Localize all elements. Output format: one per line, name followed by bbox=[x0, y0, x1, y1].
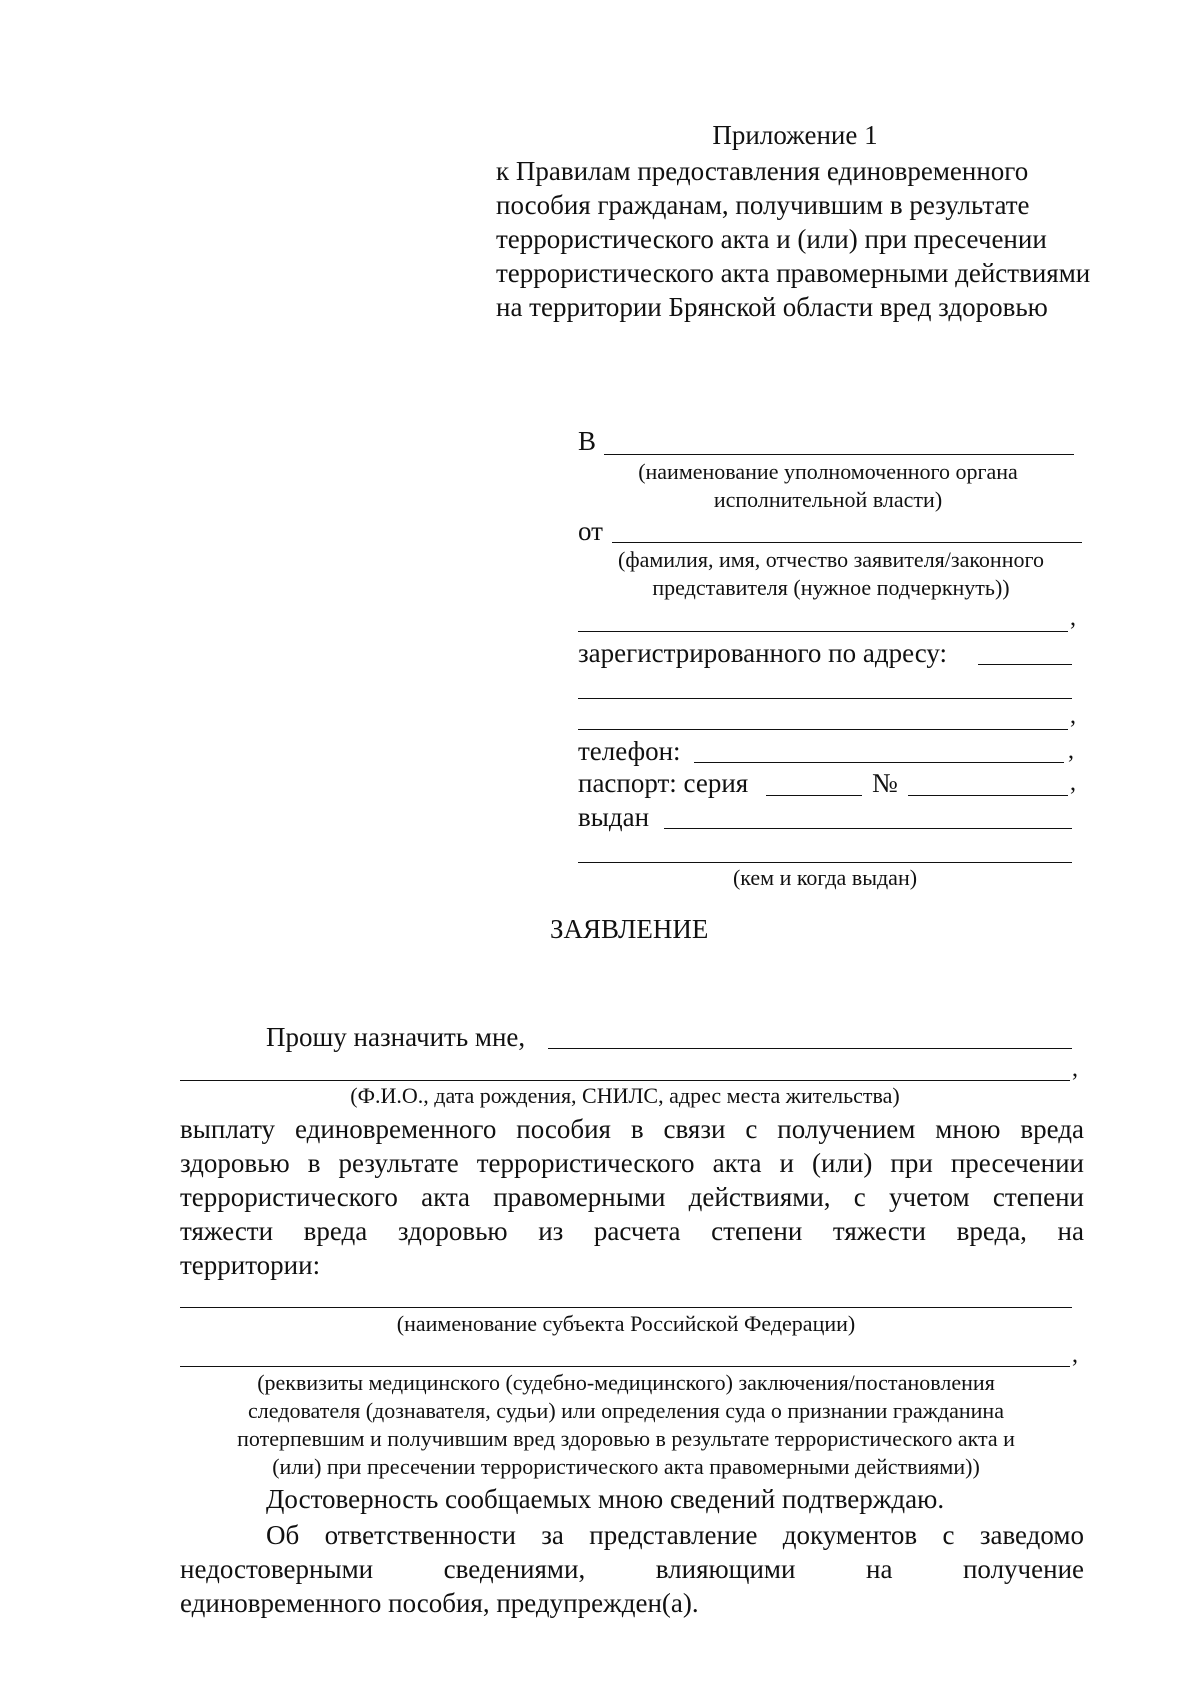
details-hint-3: потерпевшим и получившим вред здоровью в результате террористического акта и bbox=[237, 1426, 1015, 1451]
request-field-line-2[interactable] bbox=[180, 1080, 1070, 1081]
subject-hint: (наименование субъекта Российской Федерации) bbox=[396, 1311, 856, 1336]
phone-label: телефон: bbox=[578, 736, 681, 766]
to-field-line[interactable] bbox=[604, 454, 1074, 455]
liability-line-3: единовременного пособия, предупрежден(а). bbox=[180, 1588, 699, 1618]
body-line-2: здоровью в результате террористического акта и (или) при пресечении bbox=[180, 1148, 1084, 1178]
body-line-4: тяжести вреда здоровью из расчета степени тяжести вреда, на bbox=[180, 1216, 1084, 1246]
confirm-text: Достоверность сообщаемых мною сведений подтверждаю. bbox=[266, 1484, 945, 1514]
address-field-line-2[interactable] bbox=[578, 698, 1072, 699]
body-last: территории: bbox=[180, 1250, 321, 1280]
address-field-line-3[interactable] bbox=[578, 729, 1068, 730]
details-hint-1: (реквизиты медицинского (судебно-медицинского) заключения/постановления bbox=[257, 1370, 995, 1395]
liability-line-1: Об ответственности за представление документов с заведомо bbox=[266, 1520, 1084, 1550]
from-field-line-2[interactable] bbox=[578, 631, 1068, 632]
request-field-line-1[interactable] bbox=[548, 1048, 1072, 1049]
from-hint-1: (фамилия, имя, отчество заявителя/законного bbox=[618, 547, 1044, 572]
issued-field-line-2[interactable] bbox=[578, 862, 1072, 863]
details-hint-4: (или) при пресечении террористического акта правомерными действиями)) bbox=[272, 1454, 980, 1479]
from-hint-2: представителя (нужное подчеркнуть)) bbox=[652, 575, 1010, 600]
to-prefix: В bbox=[578, 426, 597, 456]
issued-field-line-1[interactable] bbox=[664, 828, 1072, 829]
appendix-line-2: пособия гражданам, получившим в результате bbox=[496, 190, 1030, 220]
body-line-3: террористического акта правомерными действиями, с учетом степени bbox=[180, 1182, 1084, 1212]
address-label: зарегистрированного по адресу: bbox=[578, 638, 947, 668]
issued-label: выдан bbox=[578, 802, 650, 832]
statement-title: ЗАЯВЛЕНИЕ bbox=[550, 914, 709, 944]
passport-series-line[interactable] bbox=[766, 795, 862, 796]
address-field-line-1[interactable] bbox=[978, 664, 1072, 665]
from-field-line[interactable] bbox=[612, 542, 1082, 543]
appendix-title: Приложение 1 bbox=[712, 120, 878, 150]
request-start: Прошу назначить мне, bbox=[266, 1022, 526, 1052]
to-hint-2: исполнительной власти) bbox=[713, 487, 943, 512]
details-field-line[interactable] bbox=[180, 1366, 1070, 1367]
appendix-line-5: на территории Брянской области вред здоровью bbox=[496, 292, 1048, 322]
passport-number-line[interactable] bbox=[908, 795, 1068, 796]
liability-line-2: недостоверными сведениями, влияющими на получение bbox=[180, 1554, 1084, 1584]
appendix-line-4: террористического акта правомерными действиями bbox=[496, 258, 1091, 288]
appendix-line-1: к Правилам предоставления единовременного bbox=[496, 156, 1029, 186]
phone-field-line[interactable] bbox=[694, 762, 1064, 763]
passport-label: паспорт: серия bbox=[578, 768, 749, 798]
from-prefix: от bbox=[578, 516, 603, 546]
to-hint-1: (наименование уполномоченного органа bbox=[638, 459, 1018, 484]
person-hint: (Ф.И.О., дата рождения, СНИЛС, адрес места жительства) bbox=[350, 1083, 900, 1108]
details-hint-2: следователя (дознавателя, судьи) или определения суда о признании гражданина bbox=[248, 1398, 1004, 1423]
body-line-1: выплату единовременного пособия в связи с получением мною вреда bbox=[180, 1114, 1084, 1144]
passport-number-label: № bbox=[872, 768, 898, 798]
issued-hint: (кем и когда выдан) bbox=[732, 865, 918, 890]
appendix-line-3: террористического акта и (или) при пресечении bbox=[496, 224, 1047, 254]
subject-field-line[interactable] bbox=[180, 1307, 1072, 1308]
